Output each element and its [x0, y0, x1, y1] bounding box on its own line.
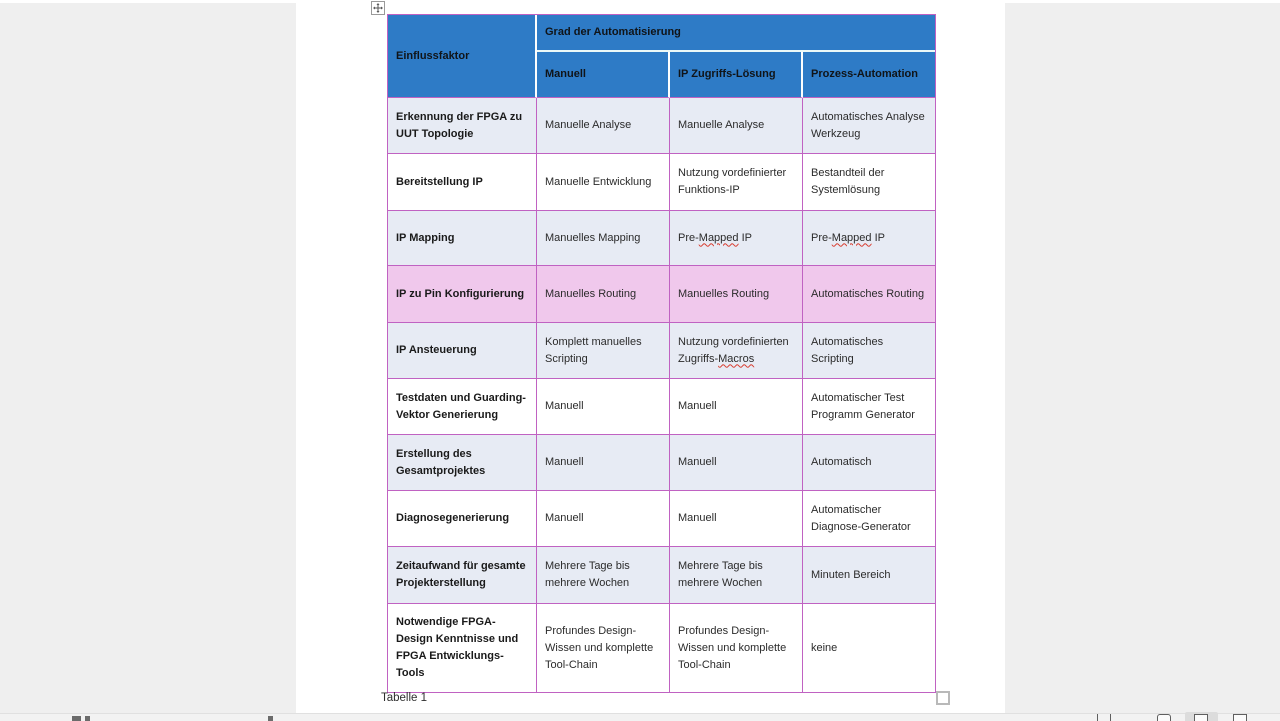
table-move-handle[interactable]: [371, 1, 385, 15]
row-header-label: Erstellung des Gesamtprojektes: [396, 447, 486, 477]
table-cell-text: Manuelle Analyse: [545, 119, 632, 131]
column-header-label: Manuell: [545, 68, 586, 80]
table-cell-text: Automatisches Analyse Werkzeug: [811, 110, 925, 140]
table-cell[interactable]: [803, 491, 935, 547]
column-header-einflussfaktor[interactable]: [388, 15, 537, 98]
row-header-cell[interactable]: [388, 604, 537, 692]
data-table: [387, 14, 936, 693]
row-header-cell[interactable]: [388, 211, 537, 266]
table-cell[interactable]: [670, 98, 803, 154]
row-header-label: IP Ansteuerung: [396, 344, 477, 356]
focus-mode-icon[interactable]: [1097, 714, 1111, 721]
table-cell-text: Minuten Bereich: [811, 568, 891, 581]
column-header-manuell[interactable]: [537, 52, 670, 98]
column-header-label: Prozess-Automation: [811, 68, 918, 80]
table-cell-text: Pre-Mapped IP: [811, 231, 885, 244]
table-cell[interactable]: [537, 98, 670, 154]
table-cell-text: Profundes Design-Wissen und komplette Tool-Chain: [678, 624, 787, 671]
row-header-cell[interactable]: [388, 491, 537, 547]
table-cell[interactable]: [803, 435, 935, 491]
table-cell-text: keine: [811, 641, 838, 654]
table-cell-text: Manuelle Entwicklung: [545, 175, 652, 188]
row-header-cell[interactable]: [388, 547, 537, 604]
table-cell-text: Manuelle Analyse: [678, 119, 765, 131]
table-cell-text: Automatisch: [811, 456, 872, 468]
row-header-label: Bereitstellung IP: [396, 175, 483, 188]
row-header-cell[interactable]: [388, 266, 537, 323]
table-cell[interactable]: [537, 491, 670, 547]
table-cell[interactable]: [670, 211, 803, 266]
table-cell[interactable]: [537, 379, 670, 435]
table-cell-text: Nutzung vordefinierter Funktions-IP: [678, 167, 787, 196]
table-cell[interactable]: [670, 379, 803, 435]
web-layout-icon[interactable]: [1233, 714, 1247, 721]
table-cell[interactable]: [537, 547, 670, 604]
row-header-label: Zeitaufwand für gesamte Projekterstellung: [396, 560, 526, 589]
table-cell[interactable]: [803, 379, 935, 435]
table-cell-text: Manuell: [678, 512, 717, 524]
table-cell[interactable]: [803, 211, 935, 266]
table-cell-text: Mehrere Tage bis mehrere Wochen: [678, 560, 763, 589]
row-header-cell[interactable]: [388, 98, 537, 154]
table-cell-text: Komplett manuelles Scripting: [545, 335, 642, 365]
table-cell-text: Manuell: [545, 400, 584, 412]
table-cell-text: Profundes Design-Wissen und komplette Tool-Chain: [545, 624, 654, 671]
misspelled-word: Macros: [718, 352, 755, 365]
table-cell-text: Manuell: [678, 456, 717, 468]
table-cell[interactable]: [803, 154, 935, 211]
table-resize-handle[interactable]: [936, 691, 950, 705]
table-cell[interactable]: [537, 154, 670, 211]
column-group-header-automatisierung[interactable]: [537, 15, 935, 52]
column-header-ip-zugriffs-loesung[interactable]: [670, 52, 803, 98]
table-cell[interactable]: [670, 154, 803, 211]
row-header-label: IP zu Pin Konfigurierung: [396, 287, 525, 300]
print-layout-icon[interactable]: [1194, 714, 1208, 721]
table-cell[interactable]: [670, 547, 803, 604]
table-cell[interactable]: [537, 435, 670, 491]
column-header-prozess-automation[interactable]: [803, 52, 935, 98]
table-cell[interactable]: [670, 604, 803, 692]
table-cell-text: Automatisches Scripting: [811, 335, 884, 365]
misspelled-word: Mapped: [698, 231, 739, 244]
table-cell-text: Mehrere Tage bis mehrere Wochen: [545, 560, 630, 589]
row-header-cell[interactable]: [388, 154, 537, 211]
row-header-label: IP Mapping: [396, 231, 455, 244]
status-left-indicator: [85, 716, 90, 721]
table-cell[interactable]: [537, 323, 670, 379]
table-cell-text: Manuell: [678, 400, 717, 412]
table-cell[interactable]: [670, 435, 803, 491]
table-cell-text: Manuell: [545, 456, 584, 468]
column-header-label: Einflussfaktor: [396, 49, 470, 62]
table-cell-text: Automatisches Routing: [811, 287, 925, 300]
table-move-handle-icon: [373, 3, 383, 13]
status-left-indicator[interactable]: [72, 716, 81, 721]
row-header-label: Testdaten und Guarding-Vektor Generierung: [396, 391, 526, 421]
misspelled-word: Mapped: [831, 231, 872, 244]
row-header-cell[interactable]: [388, 379, 537, 435]
table-cell[interactable]: [670, 323, 803, 379]
table-cell[interactable]: [537, 211, 670, 266]
table-cell-text: Bestandteil der Systemlösung: [811, 167, 885, 196]
row-header-label: Diagnosegenerierung: [396, 512, 510, 524]
table-cell[interactable]: [670, 266, 803, 323]
status-proofing-indicator[interactable]: [268, 716, 273, 721]
read-mode-icon[interactable]: [1157, 714, 1171, 721]
table-cell[interactable]: [803, 266, 935, 323]
table-cell[interactable]: [803, 323, 935, 379]
table-cell-text: Manuell: [545, 512, 584, 524]
table-cell[interactable]: [670, 491, 803, 547]
status-bar: [0, 713, 1280, 721]
table-cell-text: Automatischer Test Programm Generator: [811, 391, 915, 421]
table-cell[interactable]: [537, 604, 670, 692]
row-header-label: Erkennung der FPGA zu UUT Topologie: [396, 110, 523, 140]
column-header-label: IP Zugriffs-Lösung: [678, 68, 776, 80]
table-cell-text: Manuelles Routing: [545, 287, 637, 300]
column-group-header-label: Grad der Automatisierung: [545, 26, 681, 38]
table-caption: Tabelle 1: [381, 692, 428, 704]
table-cell[interactable]: [803, 547, 935, 604]
table-cell[interactable]: [803, 98, 935, 154]
table-cell-text: Pre-Mapped IP: [678, 231, 752, 244]
table-cell-text: Manuelles Routing: [678, 287, 770, 300]
row-header-label: Notwendige FPGA-Design Kenntnisse und FPGA Entwicklungs-Tools: [396, 616, 519, 679]
table-cell-text: Manuelles Mapping: [545, 231, 641, 244]
row-header-cell[interactable]: [388, 323, 537, 379]
table-cell[interactable]: [537, 266, 670, 323]
row-header-cell[interactable]: [388, 435, 537, 491]
table-cell[interactable]: [803, 604, 935, 692]
table-cell-text: Automatischer Diagnose-Generator: [811, 503, 911, 533]
table-cell-text: Nutzung vordefinierten Zugriffs-Macros: [678, 335, 789, 365]
